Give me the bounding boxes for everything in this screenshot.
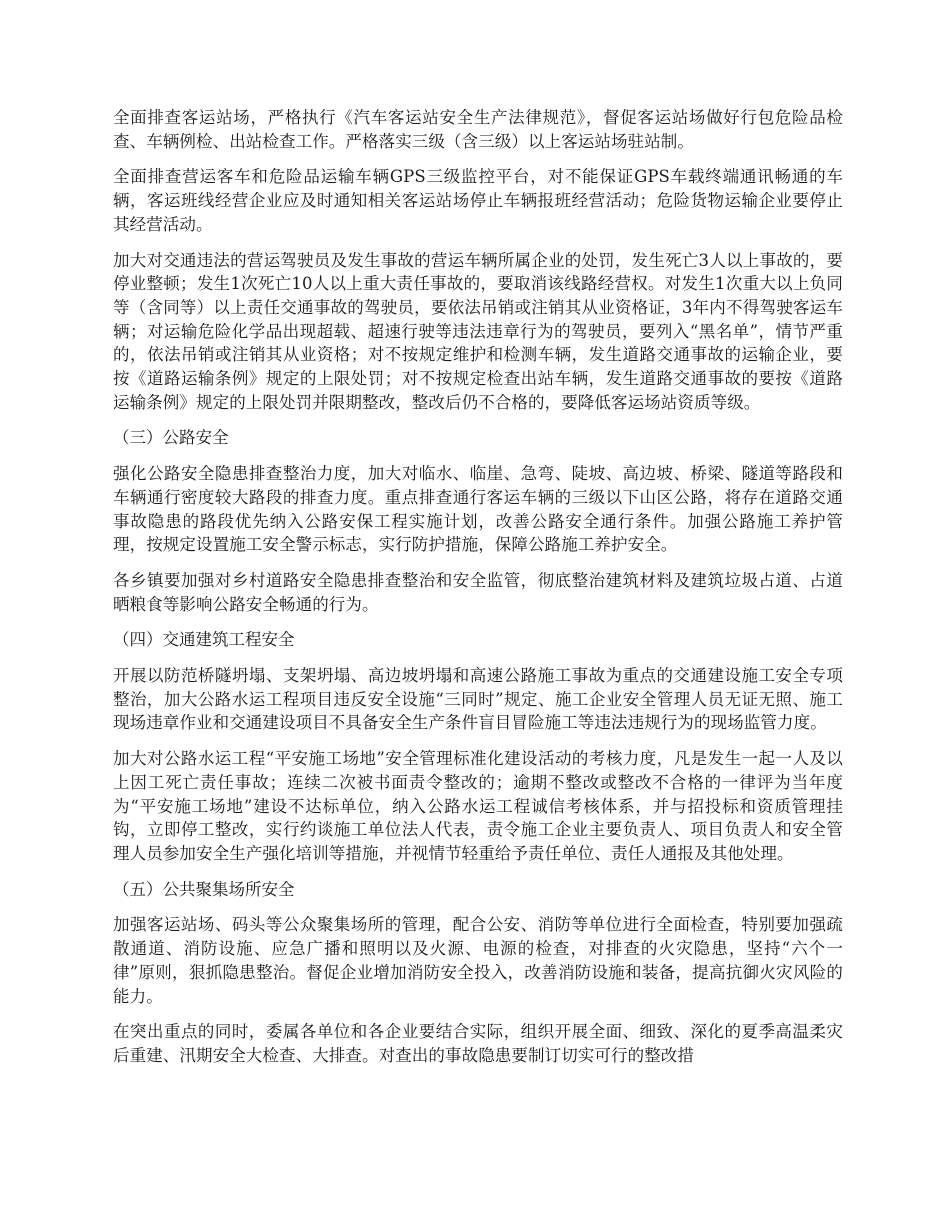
paragraph-gps-monitoring: 全面排查营运客车和危险品运输车辆GPS三级监控平台，对不能保证GPS车载终端通讯畅通的车辆，客运班线经营企业应及时通知相关客运站场停止车辆报班经营活动；危险货物运输企业要停止其经营活动。 — [113, 167, 843, 234]
paragraph-safe-construction-site-assessment: 加大对公路水运工程“平安施工场地”安全管理标准化建设活动的考核力度，凡是发生一起一人及以上因工死亡责任事故；连续二次被书面责令整改的；逾期不整改或整改不合格的一律评为当年度为“平安施工场地”建设不达标单位，纳入公路水运工程诚信考核体系，并与招投标和资质管理挂钩，立即停工整改，实行约谈施工单位法人代表，责令施工企业主要负责人、项目负责人和安全管理人员参加安全生产强化培训等措施，并视情节轻重给予责任单位、责任人通报及其他处理。 — [113, 749, 843, 863]
section-heading-construction-safety: （四）交通建筑工程安全 — [113, 630, 295, 650]
paragraph-passenger-station-inspection: 全面排查客运站场，严格执行《汽车客运站安全生产法律规范》，督促客运站场做好行包危险品检查、车辆例检、出站检查工作。严格落实三级（含三级）以上客运站场驻站制。 — [113, 108, 843, 151]
paragraph-road-hazard-rectification: 强化公路安全隐患排查整治力度，加大对临水、临崖、急弯、陡坡、高边坡、桥梁、隧道等路段和车辆通行密度较大路段的排查力度。重点排查通行客运车辆的三级以下山区公路，将存在道路交通事故隐患的路段优先纳入公路安保工程实施计划，改善公路安全通行条件。加强公路施工养护管理，按规定设置施工安全警示标志，实行防护措施，保障公路施工养护安全。 — [113, 464, 843, 555]
paragraph-driver-penalties: 加大对交通违法的营运驾驶员及发生事故的营运车辆所属企业的处罚，发生死亡3人以上事故的，要停业整顿；发生1次死亡10人以上重大责任事故的，要取消该线路经营权。对发生1次重大以上负同等（含同等）以上责任交通事故的驾驶员，要依法吊销或注销其从业资格证，3年内不得驾驶客运车辆；对运输危险化学品出现超载、超速行驶等违法违章行为的驾驶员，要列入“黑名单”，情节严重的，依法吊销或注销其从业资格；对不按规定维护和检测车辆，发生道路交通事故的运输企业，要按《道路运输条例》规定的上限处罚；对不按规定检查出站车辆，发生道路交通事故的要按《道路运输条例》规定的上限处罚并限期整改，整改后仍不合格的，要降低客运场站资质等级。 — [113, 250, 843, 412]
paragraph-summer-inspection: 在突出重点的同时，委属各单位和各企业要结合实际，组织开展全面、细致、深化的夏季高温柔灾后重建、汛期安全大检查、大排查。对查出的事故隐患要制订切实可行的整改措 — [113, 1022, 843, 1065]
paragraph-rural-road-supervision: 各乡镇要加强对乡村道路安全隐患排查整治和安全监管，彻底整治建筑材料及建筑垃圾占道、占道晒粮食等影响公路安全畅通的行为。 — [113, 570, 843, 614]
section-heading-road-safety: （三）公路安全 — [113, 428, 229, 448]
document-page — [113, 106, 843, 1080]
paragraph-public-venue-fire-safety: 加强客运站场、码头等公众聚集场所的管理，配合公安、消防等单位进行全面检查，特别要加强疏散通道、消防设施、应急广播和照明以及火源、电源的检查，对排查的火灾隐患，坚持“六个一律”原则，狠抓隐患整治。督促企业增加消防安全投入，改善消防设施和装备，提高抗御火灾风险的能力。 — [113, 915, 843, 1006]
section-heading-public-gathering-safety: （五）公共聚集场所安全 — [113, 879, 295, 899]
paragraph-construction-special-rectification: 开展以防范桥隧坍塌、支架坍塌、高边坡坍塌和高速公路施工事故为重点的交通建设施工安全专项整治，加大公路水运工程项目违反安全设施“三同时”规定、施工企业安全管理人员无证无照、施工现场违章作业和交通建设项目不具备安全生产条件盲目冒险施工等违法违规行为的现场监管力度。 — [113, 666, 843, 733]
